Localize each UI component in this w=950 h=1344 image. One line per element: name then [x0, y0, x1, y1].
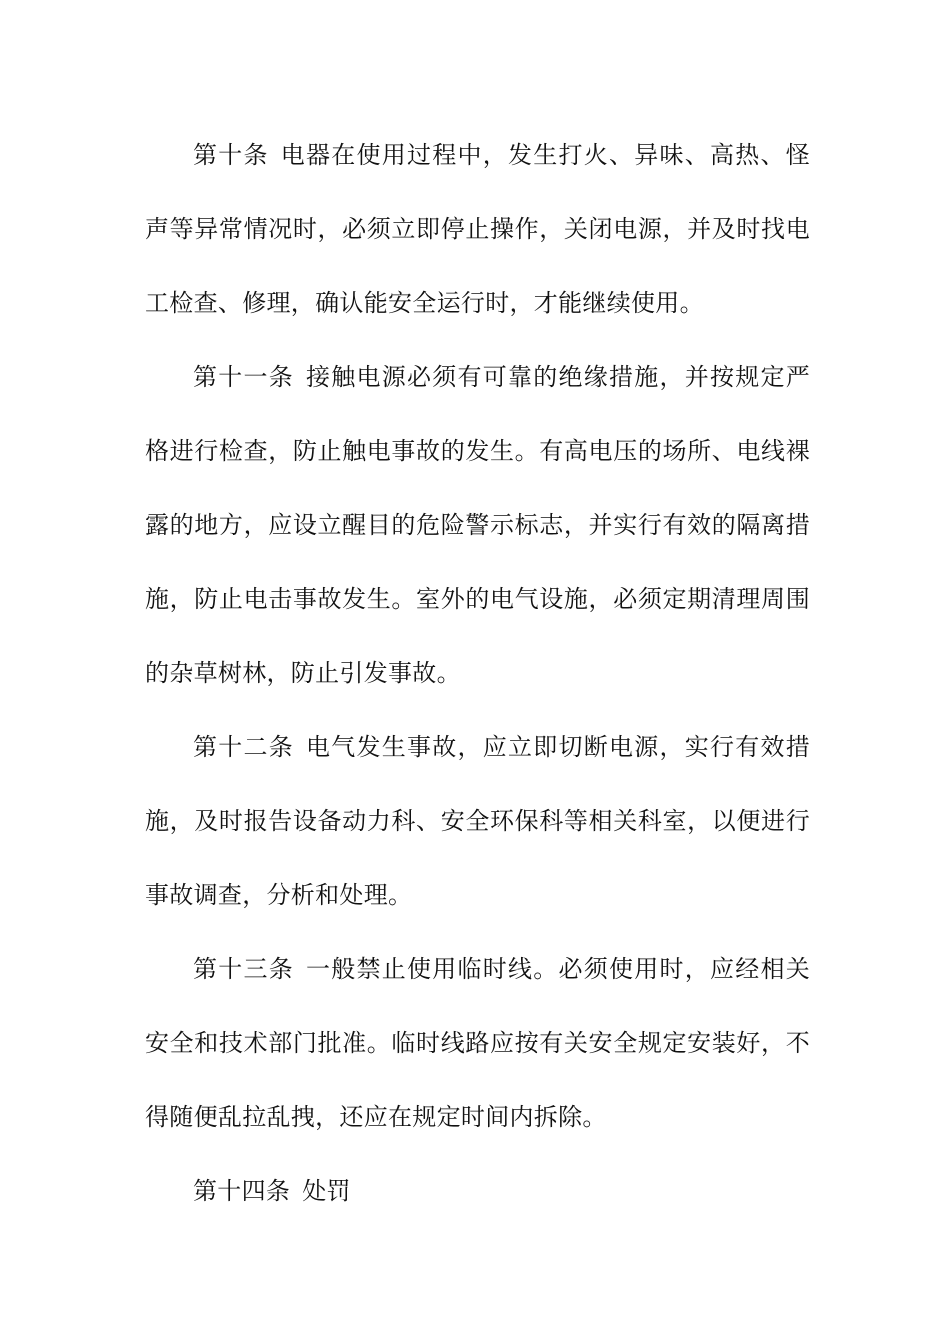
paragraph-article-11: [145, 340, 810, 710]
article-number: 第十三条: [193, 955, 294, 983]
article-text: 接触电源必须有可靠的绝缘措施，并按规定严格进行检查，防止触电事故的发生。有高电压的场所、电线裸露的地方，应设立醒目的危险警示标志，并实行有效的隔离措施，防止电击事故发生。室外的电气设施，必须定期清理周围的杂草树林，防止引发事故。: [145, 363, 811, 687]
article-text: 一般禁止使用临时线。必须使用时，应经相关安全和技术部门批准。临时线路应按有关安全规定安装好，不得随便乱拉乱拽，还应在规定时间内拆除。: [145, 955, 811, 1131]
article-text: 处罚: [302, 1177, 351, 1205]
article-number: 第十一条: [193, 363, 294, 391]
paragraph-article-10: [145, 118, 810, 340]
paragraph-article-14: [145, 1154, 810, 1228]
paragraph-article-13: [145, 932, 810, 1154]
article-text: 电器在使用过程中，发生打火、异味、高热、怪声等异常情况时，必须立即停止操作，关闭电源，并及时找电工检查、修理，确认能安全运行时，才能继续使用。: [145, 141, 810, 317]
paragraph-article-12: [145, 710, 810, 932]
article-text: 电气发生事故，应立即切断电源，实行有效措施，及时报告设备动力科、安全环保科等相关科室，以便进行事故调查，分析和处理。: [145, 733, 811, 909]
article-number: 第十四条: [193, 1177, 291, 1205]
document-body: [145, 118, 810, 1228]
article-number: 第十条: [193, 141, 269, 169]
article-number: 第十二条: [193, 733, 294, 761]
